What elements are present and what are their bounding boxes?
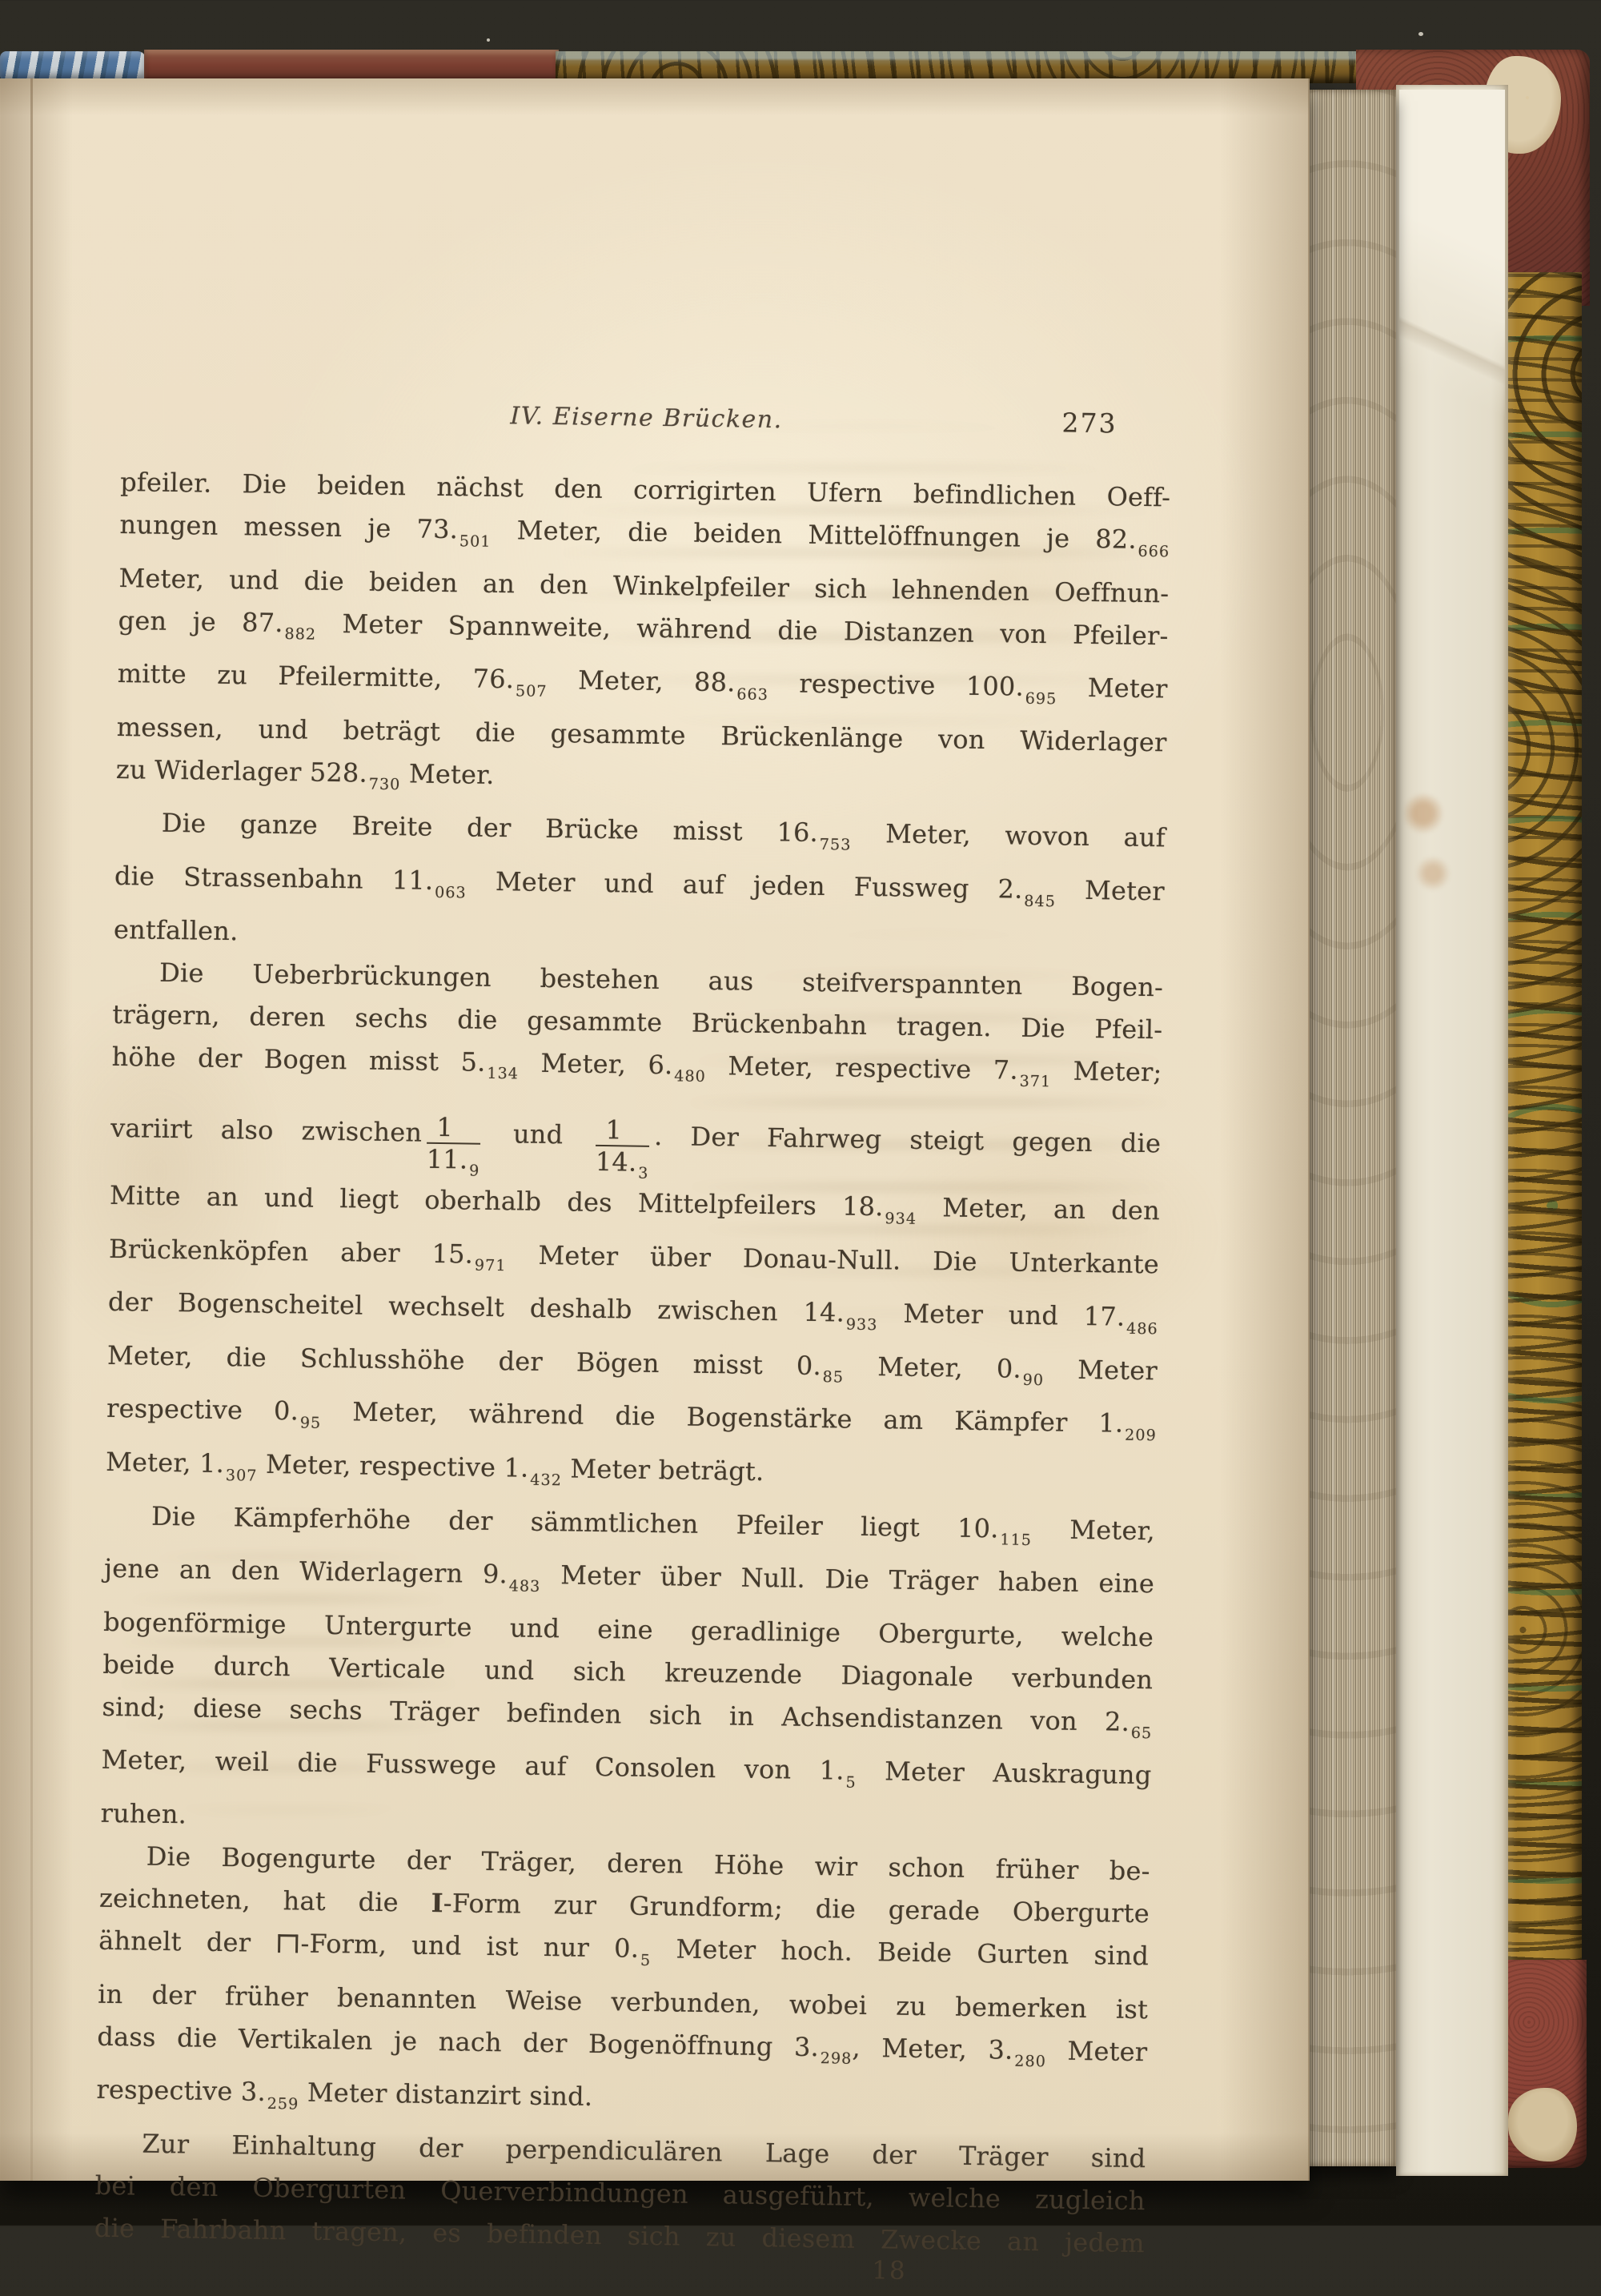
running-head-title: IV. Eiserne Brücken. bbox=[510, 402, 783, 435]
decimal-subscript: 5 bbox=[845, 1772, 857, 1792]
endpaper-edge bbox=[1396, 85, 1508, 2176]
body-text bbox=[94, 461, 1171, 2265]
decimal-subscript: 971 bbox=[474, 1255, 507, 1275]
decimal-subscript: 695 bbox=[1025, 688, 1057, 708]
fraction: $\frac{1}{14._3}$ bbox=[595, 1114, 649, 1183]
dust-speck bbox=[1526, 96, 1529, 99]
decimal-subscript: 934 bbox=[885, 1208, 917, 1228]
fraction: $\frac{1}{11._9}$ bbox=[426, 1112, 480, 1181]
decimal-subscript: 663 bbox=[736, 684, 769, 704]
dust-speck bbox=[487, 38, 490, 42]
marbled-paper-cover-edge bbox=[1508, 272, 1582, 1969]
text-line: Meter, die Schlusshöhe der Bögen misst $0._{85}$ Meter, $0._{90}$ Meter bbox=[106, 1339, 1158, 1390]
paragraph bbox=[115, 461, 1170, 817]
text-line: entfallen. bbox=[113, 913, 239, 946]
text-line: beide durch Verticale und sich kreuzende Diagonale verbunden bbox=[102, 1648, 1154, 1696]
paragraph bbox=[114, 801, 1166, 966]
text-line: Meter, $1._{307}$ Meter, respective $1._{432}$ Meter beträgt. bbox=[105, 1446, 764, 1489]
dust-speck bbox=[1418, 32, 1423, 36]
decimal-subscript: 280 bbox=[1014, 2052, 1047, 2071]
decimal-subscript: 5 bbox=[640, 1950, 652, 1969]
page-block-fore-edge bbox=[1298, 90, 1396, 2166]
signature-number: 18 bbox=[871, 2255, 907, 2286]
decimal-subscript: 507 bbox=[515, 681, 548, 700]
i-form-glyph: I bbox=[431, 1887, 444, 1919]
text-line: Die Ueberbrückungen bestehen aus steifverspannten Bogen- bbox=[158, 957, 1164, 1002]
text-line: Meter, weil die Fusswege auf Consolen von $1._5$ Meter Auskragung bbox=[101, 1744, 1152, 1792]
gutter-crease bbox=[30, 78, 33, 2181]
text-line: trägern, deren sechs die gesammte Brückenbahn tragen. Die Pfeil- bbox=[112, 998, 1163, 1045]
text-line: der Bogenscheitel wechselt deshalb zwischen $14._{933}$ Meter und $17._{486}$ bbox=[107, 1286, 1158, 1339]
text-line: Die Bogengurte der Träger, deren Höhe wir schon früher be- bbox=[146, 1840, 1150, 1887]
text-line: Die Kämpferhöhe der sämmtlichen Pfeiler liegt $10._{115}$ Meter, bbox=[150, 1500, 1156, 1550]
text-line: sind; diese sechs Träger befinden sich in Achsendistanzen von $2._{65}$ bbox=[102, 1691, 1153, 1743]
text-line: jene an den Widerlagern $9._{483}$ Meter über Null. Die Träger haben eine bbox=[103, 1553, 1155, 1600]
decimal-subscript: 134 bbox=[487, 1064, 520, 1083]
text-line: respective $3._{259}$ Meter distanzirt sind. bbox=[96, 2074, 593, 2113]
text-line: ähnelt der -Form, und ist nur $0._5$ Meter hoch. Beide Gurten sind bbox=[98, 1925, 1150, 1972]
text-line: Brückenköpfen aber $15._{971}$ Meter über Donau-Null. Die Unterkante bbox=[108, 1233, 1160, 1280]
decimal-subscript: 307 bbox=[225, 1465, 258, 1485]
pi-form-glyph bbox=[278, 1935, 299, 1953]
text-column bbox=[94, 389, 1172, 2296]
text-line: Meter, und die beiden an den Winkelpfeiler sich lehnenden Oeffnun- bbox=[118, 562, 1170, 609]
decimal-subscript: 432 bbox=[530, 1470, 563, 1489]
text-line: in der früher benannten Weise verbunden, wobei zu bemerken ist bbox=[97, 1978, 1149, 2025]
decimal-subscript: 480 bbox=[674, 1066, 707, 1086]
decimal-subscript: 486 bbox=[1126, 1319, 1158, 1339]
decimal-subscript: 90 bbox=[1022, 1371, 1045, 1390]
text-line: nungen messen je $73._{501}$ Meter, die beiden Mittelöffnungen je $82._{666}$ bbox=[119, 508, 1170, 561]
text-line: respective $0._{95}$ Meter, während die Bogenstärke am Kämpfer $1._{209}$ bbox=[106, 1393, 1157, 1445]
decimal-subscript: 115 bbox=[1000, 1530, 1033, 1550]
text-line: zu Widerlager $528._{730}$ Meter. bbox=[115, 753, 495, 794]
text-line: gen je $87._{882}$ Meter Spannweite, während die Distanzen von Pfeiler- bbox=[118, 604, 1169, 652]
scuff-mark bbox=[1508, 2088, 1577, 2162]
decimal-subscript: 95 bbox=[299, 1413, 322, 1432]
book-page bbox=[0, 78, 1310, 2286]
decimal-subscript: 209 bbox=[1124, 1425, 1157, 1445]
text-line: Mitte an und liegt oberhalb des Mittelpfeilers $18._{934}$ Meter, an den bbox=[109, 1180, 1161, 1228]
decimal-subscript: 501 bbox=[459, 531, 492, 551]
page-number: 273 bbox=[1061, 407, 1117, 440]
decimal-subscript: 730 bbox=[368, 775, 401, 794]
endband bbox=[0, 51, 146, 82]
decimal-subscript: 483 bbox=[508, 1576, 541, 1596]
text-line: zeichneten, hat die I-Form zur Grundform; die gerade Obergurte bbox=[98, 1882, 1150, 1929]
decimal-subscript: 666 bbox=[1138, 541, 1170, 561]
endpaper-fold bbox=[1399, 90, 1505, 570]
text-line: höhe der Bogen misst $5._{134}$ Meter, $6._{480}$ Meter, respective $7._{371}$ Meter; bbox=[111, 1041, 1162, 1091]
decimal-subscript: 753 bbox=[819, 834, 852, 854]
text-line: messen, und beträgt die gesammte Brückenlänge von Widerlager bbox=[116, 711, 1167, 758]
decimal-subscript: 65 bbox=[1130, 1724, 1153, 1743]
paragraph bbox=[96, 1835, 1150, 2137]
text-line: bogenförmige Untergurte und eine geradlinige Obergurte, welche bbox=[102, 1606, 1154, 1653]
decimal-subscript: 85 bbox=[822, 1367, 845, 1387]
paragraph bbox=[106, 950, 1164, 1509]
text-line: Zur Einhaltung der perpendiculären Lage der Träger sind bbox=[142, 2128, 1146, 2174]
text-line: die Fahrbahn tragen, es befinden sich zu diesem Zwecke an jedem bbox=[94, 2212, 1146, 2259]
decimal-subscript: 371 bbox=[1019, 1071, 1052, 1091]
text-line: die Strassenbahn $11._{063}$ Meter und auf jeden Fussweg $2._{845}$ Meter bbox=[114, 860, 1166, 910]
text-line: ruhen. bbox=[100, 1797, 187, 1830]
decimal-subscript: 882 bbox=[284, 624, 317, 644]
paragraph bbox=[100, 1495, 1155, 1851]
decimal-subscript: 063 bbox=[434, 882, 467, 902]
text-line: mitte zu Pfeilermitte, $76._{507}$ Meter, $88._{663}$ respective $100._{695}$ Meter bbox=[117, 658, 1168, 708]
paragraph bbox=[94, 2122, 1146, 2265]
text-line: variirt also zwischen $\frac{1}{11._9}$ und $\frac{1}{14._3}$ . Der Fahrweg steigt gegen die bbox=[110, 1112, 1162, 1183]
decimal-subscript: 933 bbox=[845, 1315, 878, 1335]
decimal-subscript: 845 bbox=[1024, 891, 1057, 910]
decimal-subscript: 259 bbox=[267, 2093, 299, 2113]
text-line: bei den Obergurten Querverbindungen ausgeführt, welche zugleich bbox=[94, 2170, 1146, 2217]
running-head bbox=[121, 389, 1172, 444]
text-line: pfeiler. Die beiden nächst den corrigirten Ufern befindlichen Oeff- bbox=[119, 466, 1171, 513]
text-line: Die ganze Breite der Brücke misst $16._{753}$ Meter, wovon auf bbox=[161, 808, 1166, 854]
decimal-subscript: 298 bbox=[820, 2049, 853, 2068]
text-line: dass die Vertikalen je nach der Bogenöffnung $3._{298}$, Meter, $3._{280}$ Meter bbox=[97, 2021, 1148, 2071]
foxing-stain bbox=[1404, 789, 1452, 909]
